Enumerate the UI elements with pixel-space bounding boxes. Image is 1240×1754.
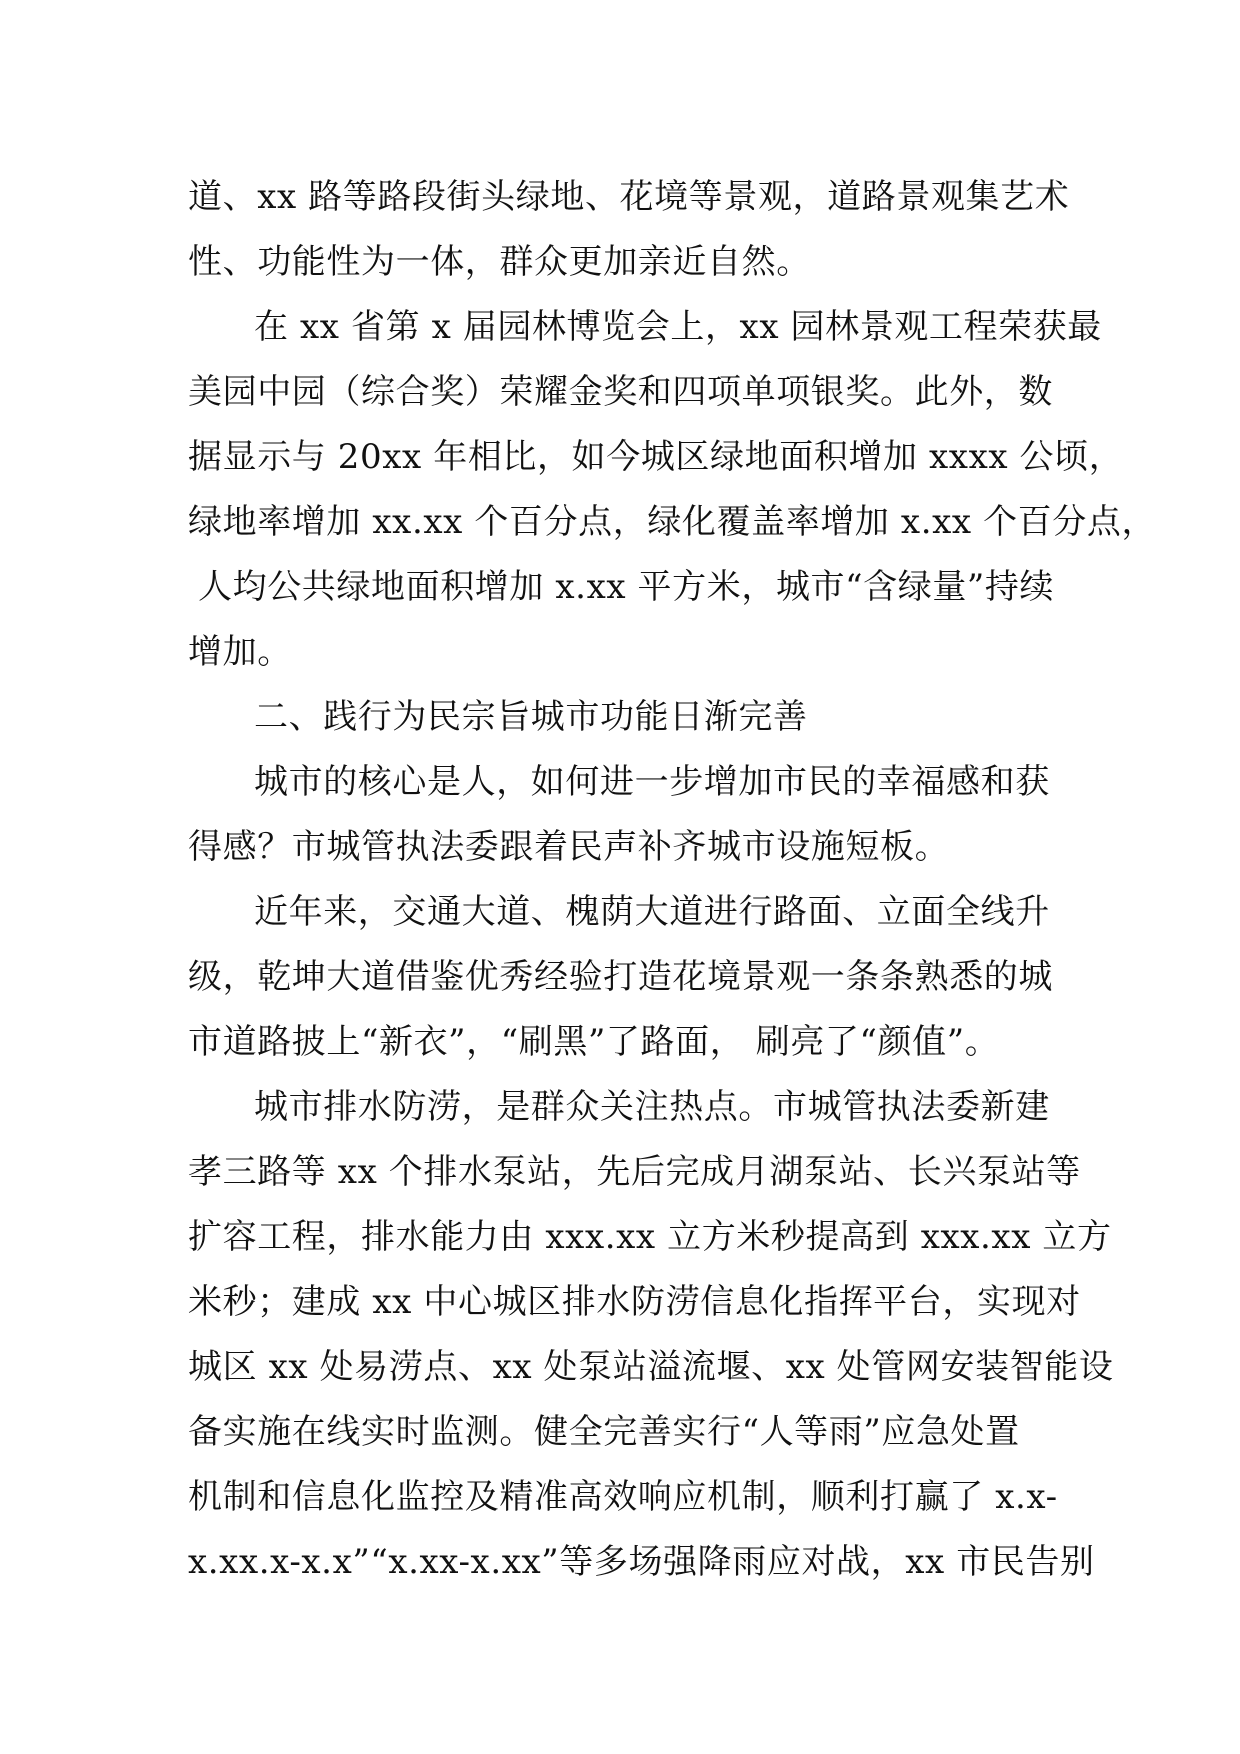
text-line: 人均公共绿地面积增加 x.xx 平方米，城市“含绿量”持续 bbox=[198, 567, 1055, 607]
text-line: x.xx.x-x.x”“x.xx-x.xx”等多场强降雨应对战，xx 市民告别 bbox=[188, 1542, 1095, 1582]
text-line: 得感？市城管执法委跟着民声补齐城市设施短板。 bbox=[188, 827, 950, 867]
section-heading: 二、践行为民宗旨城市功能日渐完善 bbox=[254, 697, 808, 737]
text-line: 增加。 bbox=[188, 632, 292, 672]
text-line: 据显示与 20xx 年相比，如今城区绿地面积增加 xxxx 公顷， bbox=[188, 437, 1124, 477]
paragraph-start-line: 城市的核心是人，如何进一步增加市民的幸福感和获 bbox=[254, 762, 1050, 802]
text-line: 道、xx 路等路段街头绿地、花境等景观，道路景观集艺术 bbox=[188, 177, 1070, 217]
text-line: 性、功能性为一体，群众更加亲近自然。 bbox=[188, 242, 811, 282]
text-line: 市道路披上“新衣”，“刷黑”了路面， 刷亮了“颜值”。 bbox=[188, 1022, 1000, 1062]
text-line: 城区 xx 处易涝点、xx 处泵站溢流堰、xx 处管网安装智能设 bbox=[188, 1347, 1114, 1387]
paragraph-start-line: 近年来，交通大道、槐荫大道进行路面、立面全线升 bbox=[254, 892, 1050, 932]
text-line: 备实施在线实时监测。健全完善实行“人等雨”应急处置 bbox=[188, 1412, 1020, 1452]
text-line: 美园中园（综合奖）荣耀金奖和四项单项银奖。此外，数 bbox=[188, 372, 1053, 412]
text-line: 机制和信息化监控及精准高效响应机制，顺利打赢了 x.x- bbox=[188, 1477, 1058, 1517]
body-text bbox=[188, 165, 1157, 1595]
text-line: 孝三路等 xx 个排水泵站，先后完成月湖泵站、长兴泵站等 bbox=[188, 1152, 1081, 1192]
text-line: 米秒；建成 xx 中心城区排水防涝信息化指挥平台，实现对 bbox=[188, 1282, 1081, 1322]
text-line: 级，乾坤大道借鉴优秀经验打造花境景观一条条熟悉的城 bbox=[188, 957, 1053, 997]
text-line: 扩容工程，排水能力由 xxx.xx 立方米秒提高到 xxx.xx 立方 bbox=[188, 1217, 1112, 1257]
paragraph-start-line: 城市排水防涝，是群众关注热点。市城管执法委新建 bbox=[254, 1087, 1050, 1127]
paragraph-start-line: 在 xx 省第 x 届园林博览会上，xx 园林景观工程荣获最 bbox=[254, 307, 1102, 347]
text-line: 绿地率增加 xx.xx 个百分点，绿化覆盖率增加 x.xx 个百分点， bbox=[188, 502, 1157, 542]
